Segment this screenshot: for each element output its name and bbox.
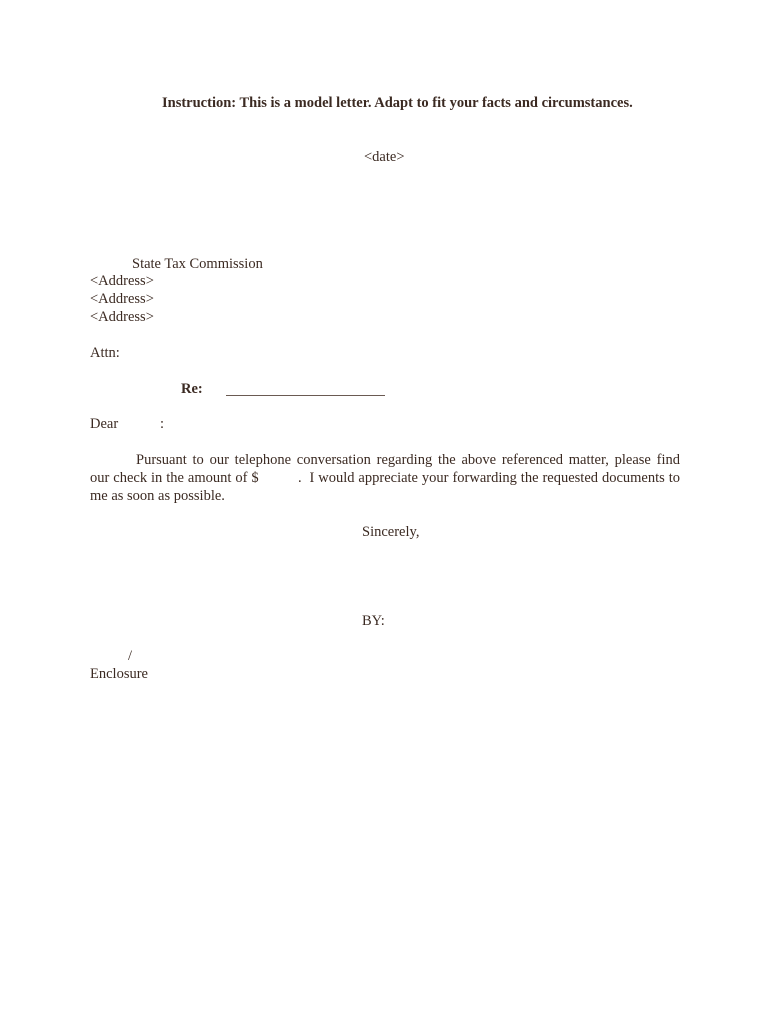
re-subject-blank-line [226,395,385,396]
body-line: Pursuant to our telephone conversation regarding the above referenced matter, please find [136,452,680,468]
enclosure-note: Enclosure [90,666,148,682]
signature-by-label: BY: [362,613,385,629]
recipient-name: State Tax Commission [132,256,263,272]
attn-label: Attn: [90,345,120,361]
recipient-address-line: <Address> [90,273,154,289]
body-line: me as soon as possible. [90,488,225,504]
recipient-address-line: <Address> [90,291,154,307]
recipient-address-line: <Address> [90,309,154,325]
letter-date: <date> [364,149,405,165]
body-paragraph [90,451,680,505]
body-line: our check in the amount of $ . I would appreciate your forwarding the requested documents to [90,470,680,486]
reference-initials: / [128,648,133,664]
closing: Sincerely, [362,524,420,540]
salutation-colon: : [160,416,165,432]
re-label: Re: [181,381,203,397]
salutation: Dear [90,416,119,432]
instruction-note: Instruction: This is a model letter. Adapt to fit your facts and circumstances. [162,95,633,111]
